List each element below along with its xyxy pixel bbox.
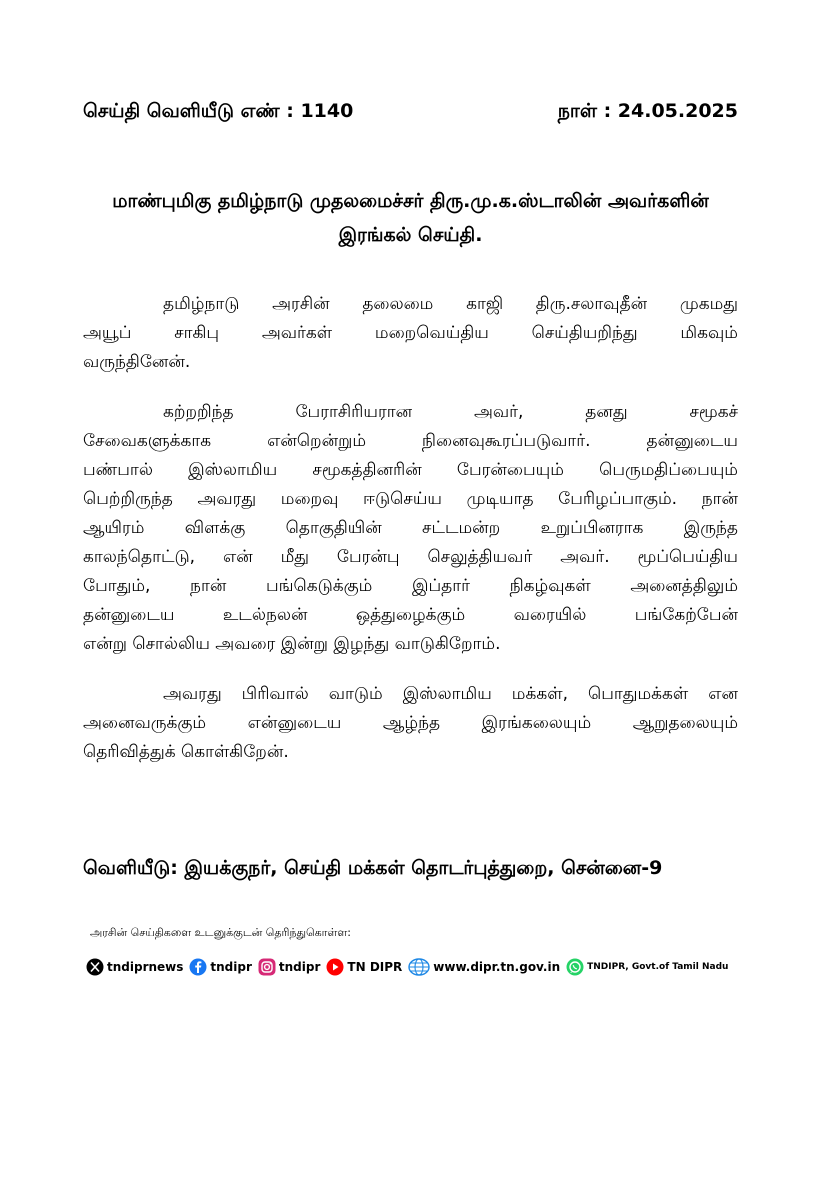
release-by: வெளியீடு: இயக்குநர், செய்தி மக்கள் தொடர்புத்துறை, சென்னை-9 bbox=[83, 857, 663, 879]
paragraph-line: சேவைகளுக்காக என்றென்றும் நினைவுகூரப்படுவார். தன்னுடைய bbox=[83, 431, 738, 451]
follow-note: அரசின் செய்திகளை உடனுக்குடன் தெரிந்துகொள்ள: bbox=[90, 926, 351, 939]
social-youtube[interactable] bbox=[326, 958, 402, 976]
paragraph-line: அவரது பிரிவால் வாடும் இஸ்லாமிய மக்கள், பொதுமக்கள் என bbox=[163, 684, 738, 704]
paragraph-line: காலந்தொட்டு, என் மீது பேரன்பு செலுத்தியவர் அவர். மூப்பெய்திய bbox=[83, 547, 738, 567]
youtube-icon bbox=[326, 958, 344, 976]
paragraph-line: அயூப் சாகிபு அவர்கள் மறைவெய்திய செய்தியறிந்து மிகவும் bbox=[83, 323, 738, 343]
social-label: www.dipr.tn.gov.in bbox=[433, 960, 561, 974]
whatsapp-icon bbox=[566, 958, 584, 976]
social-links bbox=[86, 956, 736, 978]
social-label: TNDIPR, Govt.of Tamil Nadu bbox=[587, 962, 729, 972]
paragraph-line: போதும், நான் பங்கெடுக்கும் இப்தார் நிகழ்வுகள் அனைத்திலும் bbox=[83, 576, 738, 596]
social-label: tndipr bbox=[210, 960, 252, 974]
release-date: நாள் : 24.05.2025 bbox=[557, 100, 738, 122]
title-line: மாண்புமிகு தமிழ்நாடு முதலமைச்சர் திரு.மு.க.ஸ்டாலின் அவர்களின் bbox=[112, 190, 709, 212]
paragraph-line: ஆயிரம் விளக்கு தொகுதியின் சட்டமன்ற உறுப்பினராக இருந்த bbox=[83, 518, 738, 538]
facebook-icon bbox=[189, 958, 207, 976]
paragraph-line: வருந்தினேன். bbox=[83, 352, 191, 372]
x-icon bbox=[86, 958, 104, 976]
social-website[interactable] bbox=[408, 958, 560, 976]
social-label: tndiprnews bbox=[107, 960, 184, 974]
social-label: TN DIPR bbox=[347, 960, 403, 974]
page-title bbox=[83, 184, 738, 252]
paragraph-line: தன்னுடைய உடல்நலன் ஒத்துழைக்கும் வரையில் பங்கேற்பேன் bbox=[83, 605, 738, 625]
paragraph-line: பண்பால் இஸ்லாமிய சமூகத்தினரின் பேரன்பையும் பெருமதிப்பையும் bbox=[83, 460, 738, 480]
paragraph-line: அனைவருக்கும் என்னுடைய ஆழ்ந்த இரங்கலையும் ஆறுதலையும் bbox=[83, 713, 738, 733]
release-number: செய்தி வெளியீடு எண் : 1140 bbox=[83, 100, 354, 122]
paragraph bbox=[83, 398, 738, 659]
social-x[interactable] bbox=[86, 958, 183, 976]
paragraph-line: கற்றறிந்த பேராசிரியரான அவர், தனது சமூகச் bbox=[163, 402, 738, 422]
instagram-icon bbox=[258, 958, 276, 976]
social-instagram[interactable] bbox=[258, 958, 321, 976]
paragraph-line: என்று சொல்லிய அவரை இன்று இழந்து வாடுகிறோம். bbox=[83, 634, 501, 654]
paragraph-line: தமிழ்நாடு அரசின் தலைமை காஜி திரு.சலாவுதீன் முகமது bbox=[163, 294, 738, 314]
paragraph bbox=[83, 290, 738, 377]
header-row bbox=[83, 100, 738, 125]
paragraph-line: தெரிவித்துக் கொள்கிறேன். bbox=[83, 742, 289, 762]
paragraph-line: பெற்றிருந்த அவரது மறைவு ஈடுசெய்ய முடியாத பேரிழப்பாகும். நான் bbox=[83, 489, 738, 509]
social-facebook[interactable] bbox=[189, 958, 252, 976]
globe-icon bbox=[408, 958, 430, 976]
social-whatsapp[interactable] bbox=[566, 958, 728, 976]
paragraph bbox=[83, 680, 738, 767]
title-line: இரங்கல் செய்தி. bbox=[338, 224, 483, 246]
social-label: tndipr bbox=[278, 960, 321, 974]
